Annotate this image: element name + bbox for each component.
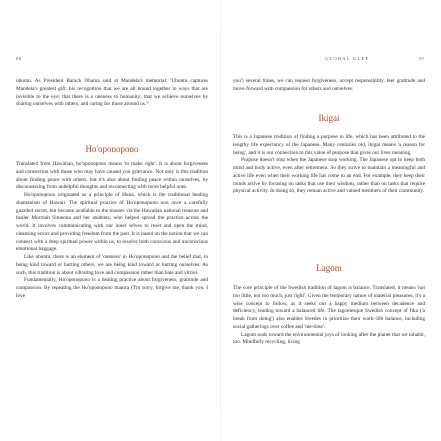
ubuntu-quote-paragraph: ubuntu. As President Barack Obama said at Mandela's memorial: 'Ubuntu captures Mandela's greatest gift: his recognition that we are all bound together in ways that are invisible to the eye; that there is a oneness to humanity; that we achieve ourselves by sharing ourselves with others, and caring for those around us.'¹ <box>16 78 208 108</box>
intro-text-right <box>233 78 425 94</box>
lagom-paragraph-1: The core principle of the Swedish tradition of lagom is balance. Translated, it means 'not too little, not too much, just right'. Given the temporary nature of material pleasures, it's a wise concept to follow, as it seeks out a happy medium between decadence and deficiency, leading toward a balanced life. The lagomesque Swedish concept of fika ('a break from doing') also enables Swedes to prioritize their work–life balance, including social gatherings over coffee and 'me-time'. <box>233 285 425 330</box>
lagom-heading: Lagom <box>316 263 342 273</box>
intro-text-left <box>16 78 208 109</box>
lagom-body <box>233 285 425 347</box>
right-page <box>233 0 425 441</box>
hooponopono-paragraph-1: Translated from Hawaiian, ho'oponopono means 'to make right'. It is about forgiveness and connection with those who may have caused you grievance. Not only is this tradition about finding peace with others, but it's also about finding peace within ourselves, by disconnecting from unhelpful thoughts and reconnecting with more helpful ones. <box>16 161 208 191</box>
ikigai-heading: Ikigai <box>318 113 340 123</box>
section-heading-lagom <box>233 262 425 274</box>
section-heading-ikigai <box>233 112 425 124</box>
hooponopono-paragraph-4: Fundamentally, Ho'oponopono is a healing practice about forgiveness, gratitude and compassion. By repeating the Ho'oponopono mantra ('I'm sorry, forgive me, thank you, I love <box>16 277 208 299</box>
hooponopono-paragraph-3: Like ubuntu, there is an element of 'oneness' in Ho'oponopono and the belief that, in being kind toward or hurting others, we are being kind toward or hurting ourselves. As such, this tradition is about vibrating love and compassion rather than hate and vitriol. <box>16 254 208 276</box>
section-heading-hooponopono <box>16 143 208 155</box>
page-number-right: 87 <box>419 56 425 61</box>
hooponopono-body <box>16 161 208 301</box>
ikigai-body <box>233 134 425 196</box>
book-gutter <box>220 0 221 441</box>
hooponopono-paragraph-2: Ho'oponopono originated as a principle of Huna, which is the traditional healing shamanism of Hawaii. The spiritual practice of Ho'oponopono was once a carefully guarded secret, but became available to the masses via the Hawaiian national treasure and healer Morrnah Simeona and her students, who helped spread the practice across the world. It involves communicating with our inner selves to reset and open the mind, cleansing errors and providing freedom from the past. It is based on the notion that we can connect with a deep spiritual power within us, to resolve both conscious and unconscious emotional baggage. <box>16 192 208 253</box>
lagom-paragraph-2: Lagom nods toward the environmental joys of looking after the planet that we inhabit, too. Mindfully recycling, living <box>233 331 425 346</box>
ikigai-paragraph-2: Purpose doesn't stop when the Japanese stop working. The Japanese opt to keep both mind and body active, even after retirement. So they strive to maintain a meaningful and active life even when their working life has come to an end. For example, they keep their minds active by focusing on tasks that use their wisdom, rather than on tasks that require physical activity. In doing so, they remain active and valued members of their community. <box>233 157 425 195</box>
ikigai-paragraph-1: This is a Japanese tradition of finding a purpose in life, which has been attributed to the lengthy life expectancy of the Japanese. Many centuries old, ikigai means 'a reason for being', and it is our connection to this value of purpose that gives our lives meaning. <box>233 134 425 156</box>
hooponopono-heading: Ho'oponopono <box>85 144 139 154</box>
left-page <box>16 0 208 441</box>
running-head: GLOBAL GLEE <box>325 56 370 61</box>
mantra-continuation-paragraph: you') several times, we can request forgiveness, accept responsibility, feel gratitude and move forward with compassion for others and ourselves. <box>233 78 425 92</box>
page-number-left: 86 <box>16 56 22 61</box>
